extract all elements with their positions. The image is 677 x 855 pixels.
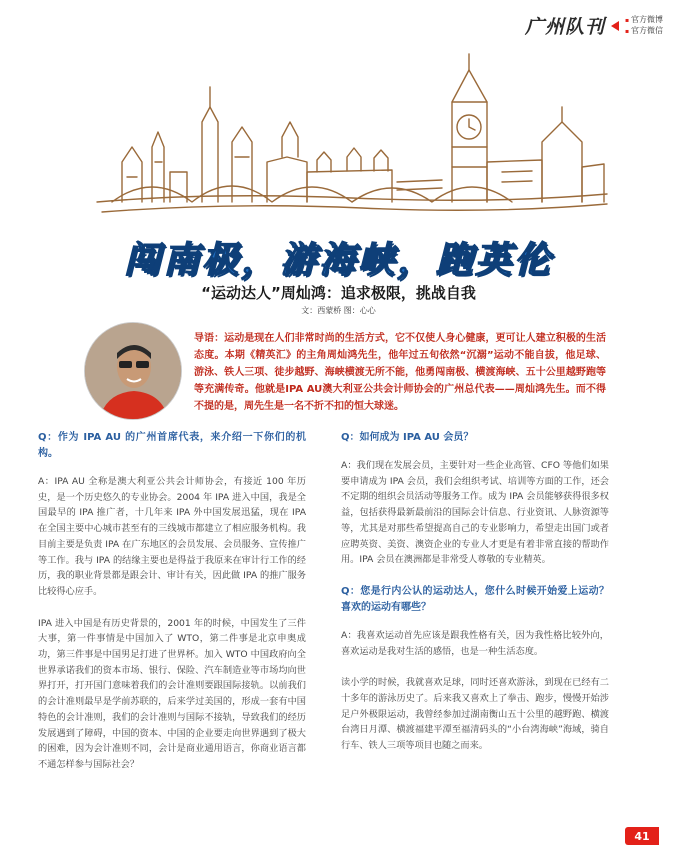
person-portrait-icon xyxy=(85,323,182,420)
masthead-subtitle xyxy=(625,15,663,37)
answer-1-paragraph-2: IPA 进入中国是有历史背景的，2001 年的时候，中国发生了三件大事，第一件事情是中国加入了 WTO，第二件事是北京申奥成功，第三件事是中国男足打进了世界杯。加入 WTO 中国政府向全世界承诺我们的资本市场、银行、保险、汽车制造业等市场均向世界打开，打开国门意味着我们的会计准则要跟国际接轨。以前我们的会计准则最早是学前苏联的，后来学过美国的，形成一套有中国特色的会计准则，我们的会计准则与国际不接轨，导致我们的经历发展遇到了障碍，中国的资本、中国的企业要走向世界遇到了极大的困难，因为会计准则不同，会计是商业通用语言，你商业语言都不通怎样参与国际社会？ xyxy=(38,617,306,770)
answer-3-paragraph-2: 读小学的时候，我就喜欢足球，同时还喜欢游泳，到现在已经有二十多年的游泳历史了。后来我又喜欢上了拳击、跑步，慢慢开始涉足户外极限运动，我曾经参加过湖南衡山五十公里的越野跑、横渡台湾日月潭、横渡福建平潭至福清码头的“小台湾海峡”海域，骑自行车、铁人三项等项目也随之而来。 xyxy=(341,677,609,752)
left-column xyxy=(38,430,306,789)
question-1: Q：作为 IPA AU 的广州首席代表，来介绍一下你们的机构。 xyxy=(38,432,306,459)
article-byline: 文：西蒙桥 图：心心 xyxy=(301,306,376,315)
weibo-label: ▪ 官方微博 xyxy=(625,15,663,26)
question-3: Q：您是行内公认的运动达人，您什么时候开始爱上运动？喜欢的运动有哪些？ xyxy=(341,585,609,613)
article-subtitle: “运动达人”周灿鸿：追求极限，挑战自我 xyxy=(201,284,476,302)
question-2: Q：如何成为 IPA AU 会员？ xyxy=(341,432,474,443)
magazine-title: 广州队刊 xyxy=(525,16,606,38)
article-intro: 导语：运动是现在人们非常时尚的生活方式，它不仅使人身心健康，更可让人建立积极的生活态度。本期《精英汇》的主角周灿鸿先生，他年过五旬依然“沉溺”运动不能自拔，他足球、游泳、铁人三项、徒步越野、海峡横渡无所不能，他勇闯南极、横渡海峡、五十公里越野跑等等充满传奇。他就是IPA AU澳大利亚公共会计师协会的广州总代表——周灿鸿先生。而不得不提的是，周先生是一名不折不扣的恒大球迷。 xyxy=(194,333,606,412)
portrait-photo xyxy=(84,322,182,420)
page-number: 41 xyxy=(625,827,659,845)
article-title: 闯南极，游海峡，跑英伦 xyxy=(123,240,553,281)
masthead xyxy=(525,12,663,39)
answer-2: A：我们现在发展会员，主要针对一些企业高管、CFO 等他们如果要申请成为 IPA 会员，我们会组织考试、培训等方面的工作，还会不定期的组织会员活动等服务工作。成为 IPA 会员能够获得很多权益，包括获得最新最前沿的国际会计信息、行业资讯、人脉资源等等，尤其是对那些希望提高自己的专业影响力，希望走出国门或者应聘英资、美资、澳资企业的专业人才更是有着非常直接的帮助作用。IPA 会员在澳洲都是非常受人尊敬的专业精英。 xyxy=(341,460,609,566)
red-triangle-icon xyxy=(611,21,619,31)
answer-3-paragraph-1: A：我喜欢运动首先应该是跟我性格有关，因为我性格比较外向，喜欢运动是我对生活的感悟，也是一种生活态度。 xyxy=(341,629,609,657)
london-skyline-illustration xyxy=(92,52,612,242)
answer-1-paragraph-1: A：IPA AU 全称是澳大利亚公共会计师协会，有接近 100 年历史，是一个历史悠久的专业协会。2004 年 IPA 进入中国，我是全国最早的 IPA 推广者，十几年来 IPA 外中国发展迅猛，现在 IPA 在全国主要中心城市甚至有的三线城市都建立了相应服务机构。我目前主要是负责 IPA 在广东地区的会员发展、会员服务、宣传推广等工作。我与 IPA 的结缘主要也是得益于我原来在审计行工作的经历，我的职业背景都是跟会计、审计有关，因此做 IPA 的推广服务比较得心应手。 xyxy=(38,476,306,597)
right-column xyxy=(341,430,609,770)
wechat-label: ▪ 官方微信 xyxy=(625,26,663,37)
